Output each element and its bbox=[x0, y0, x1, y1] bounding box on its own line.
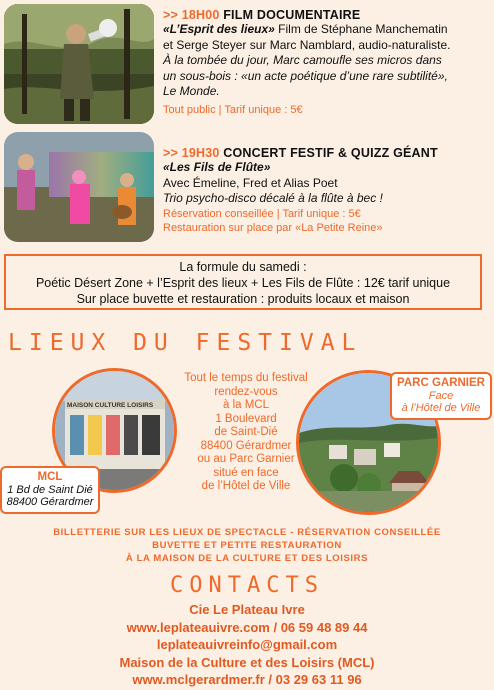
lieux-center-line: ou au Parc Garnier bbox=[197, 453, 295, 465]
mcl-building-sign: MAISON CULTURE LOISIRS bbox=[67, 402, 154, 409]
formule-line2: Poétic Désert Zone + l’Esprit des lieux + Les Fils de Flûte : 12€ tarif unique bbox=[35, 276, 451, 290]
event2-desc: Trio psycho-disco décalé à la flûte à bec ! bbox=[163, 191, 383, 205]
event1-time: 18H00 bbox=[181, 8, 220, 22]
contacts-block bbox=[0, 601, 494, 689]
contacts-mcl-website-phone[interactable]: www.mclgerardmer.fr / 03 29 63 11 96 bbox=[132, 672, 362, 687]
formule-line3: Sur place buvette et restauration : produits locaux et maison bbox=[76, 292, 410, 306]
billetterie-line1: BILLETTERIE SUR LES LIEUX DE SPECTACLE - RÉSERVATION CONSEILLÉE bbox=[53, 527, 441, 538]
parc-address-label bbox=[390, 372, 492, 420]
lieux-center-line: situé en face bbox=[213, 466, 279, 479]
event1-tarif: Tout public | Tarif unique : 5€ bbox=[163, 103, 303, 116]
billetterie-line3: À LA MAISON DE LA CULTURE ET DES LOISIRS bbox=[125, 553, 369, 564]
parc-label-line2: à l’Hôtel de Ville bbox=[401, 402, 481, 414]
film-photo bbox=[4, 4, 154, 124]
event2-band: «Les Fils de Flûte» bbox=[163, 160, 271, 174]
contacts-company: Cie Le Plateau Ivre bbox=[189, 602, 305, 617]
lieux-center-line: 88400 Gérardmer bbox=[200, 439, 292, 452]
event1-quote2: un sous-bois : «un acte poétique d’une rare subtilité», bbox=[163, 68, 448, 83]
event2-time: 19H30 bbox=[181, 146, 220, 160]
event2-with: Avec Émeline, Fred et Alias Poet bbox=[163, 175, 338, 190]
parc-label-title: PARC GARNIER bbox=[397, 377, 485, 389]
event2-time-prefix: >> bbox=[163, 146, 182, 160]
event1-heading bbox=[163, 8, 493, 22]
formule-line1: La formule du samedi : bbox=[179, 260, 307, 274]
lieux-center-line: de l’Hôtel de Ville bbox=[201, 480, 291, 492]
event1-desc1: Film de Stéphane Manchematin bbox=[274, 22, 448, 36]
lieux-center-line: de Saint-Dié bbox=[214, 426, 278, 438]
event2-title: CONCERT FESTIF & QUIZZ GÉANT bbox=[223, 146, 438, 160]
billetterie-line2: BUVETTE ET PETITE RESTAURATION bbox=[152, 540, 342, 551]
lieux-center-line: rendez-vous bbox=[214, 385, 278, 398]
lieux-center-text bbox=[176, 372, 316, 494]
event1-desc2: et Serge Steyer sur Marc Namblard, audio-naturaliste. bbox=[163, 37, 451, 52]
event1-desc bbox=[163, 22, 493, 38]
event1-quote1: À la tombée du jour, Marc camoufle ses micros dans bbox=[163, 53, 442, 67]
event2-reservation: Réservation conseillée | Tarif unique : 5€ bbox=[163, 207, 361, 220]
lieux-center-line: 1 Boulevard bbox=[215, 412, 277, 425]
event2-restauration: Restauration sur place par «La Petite Reine» bbox=[163, 221, 383, 234]
mcl-label-line1: 1 Bd de Saint Dié bbox=[7, 483, 93, 496]
event1-time-prefix: >> bbox=[163, 8, 182, 22]
contacts-title: CONTACTS bbox=[170, 573, 324, 598]
mcl-address-label bbox=[0, 466, 100, 514]
formule-box bbox=[4, 254, 482, 310]
event1-quote3: Le Monde. bbox=[163, 84, 220, 98]
billetterie-info bbox=[0, 526, 494, 565]
contacts-website-phone[interactable]: www.leplateauivre.com / 06 59 48 89 44 bbox=[126, 619, 368, 635]
lieux-center-line: à la MCL bbox=[222, 399, 270, 411]
mcl-label-line2: 88400 Gérardmer bbox=[6, 496, 94, 508]
contacts-mcl-name: Maison de la Culture et des Loisirs (MCL) bbox=[119, 654, 375, 670]
concert-photo bbox=[4, 132, 154, 242]
lieux-title: LIEUX DU FESTIVAL bbox=[8, 330, 363, 356]
event1-title: FILM DOCUMENTAIRE bbox=[223, 8, 361, 22]
event1-film-title: «L’Esprit des lieux» bbox=[163, 22, 275, 36]
mcl-label-title: MCL bbox=[37, 471, 63, 483]
lieux-center-line: Tout le temps du festival bbox=[184, 372, 308, 384]
parc-label-line1: Face bbox=[428, 389, 454, 402]
contacts-email[interactable]: leplateauivreinfo@gmail.com bbox=[156, 637, 338, 652]
event2-heading bbox=[163, 146, 493, 160]
